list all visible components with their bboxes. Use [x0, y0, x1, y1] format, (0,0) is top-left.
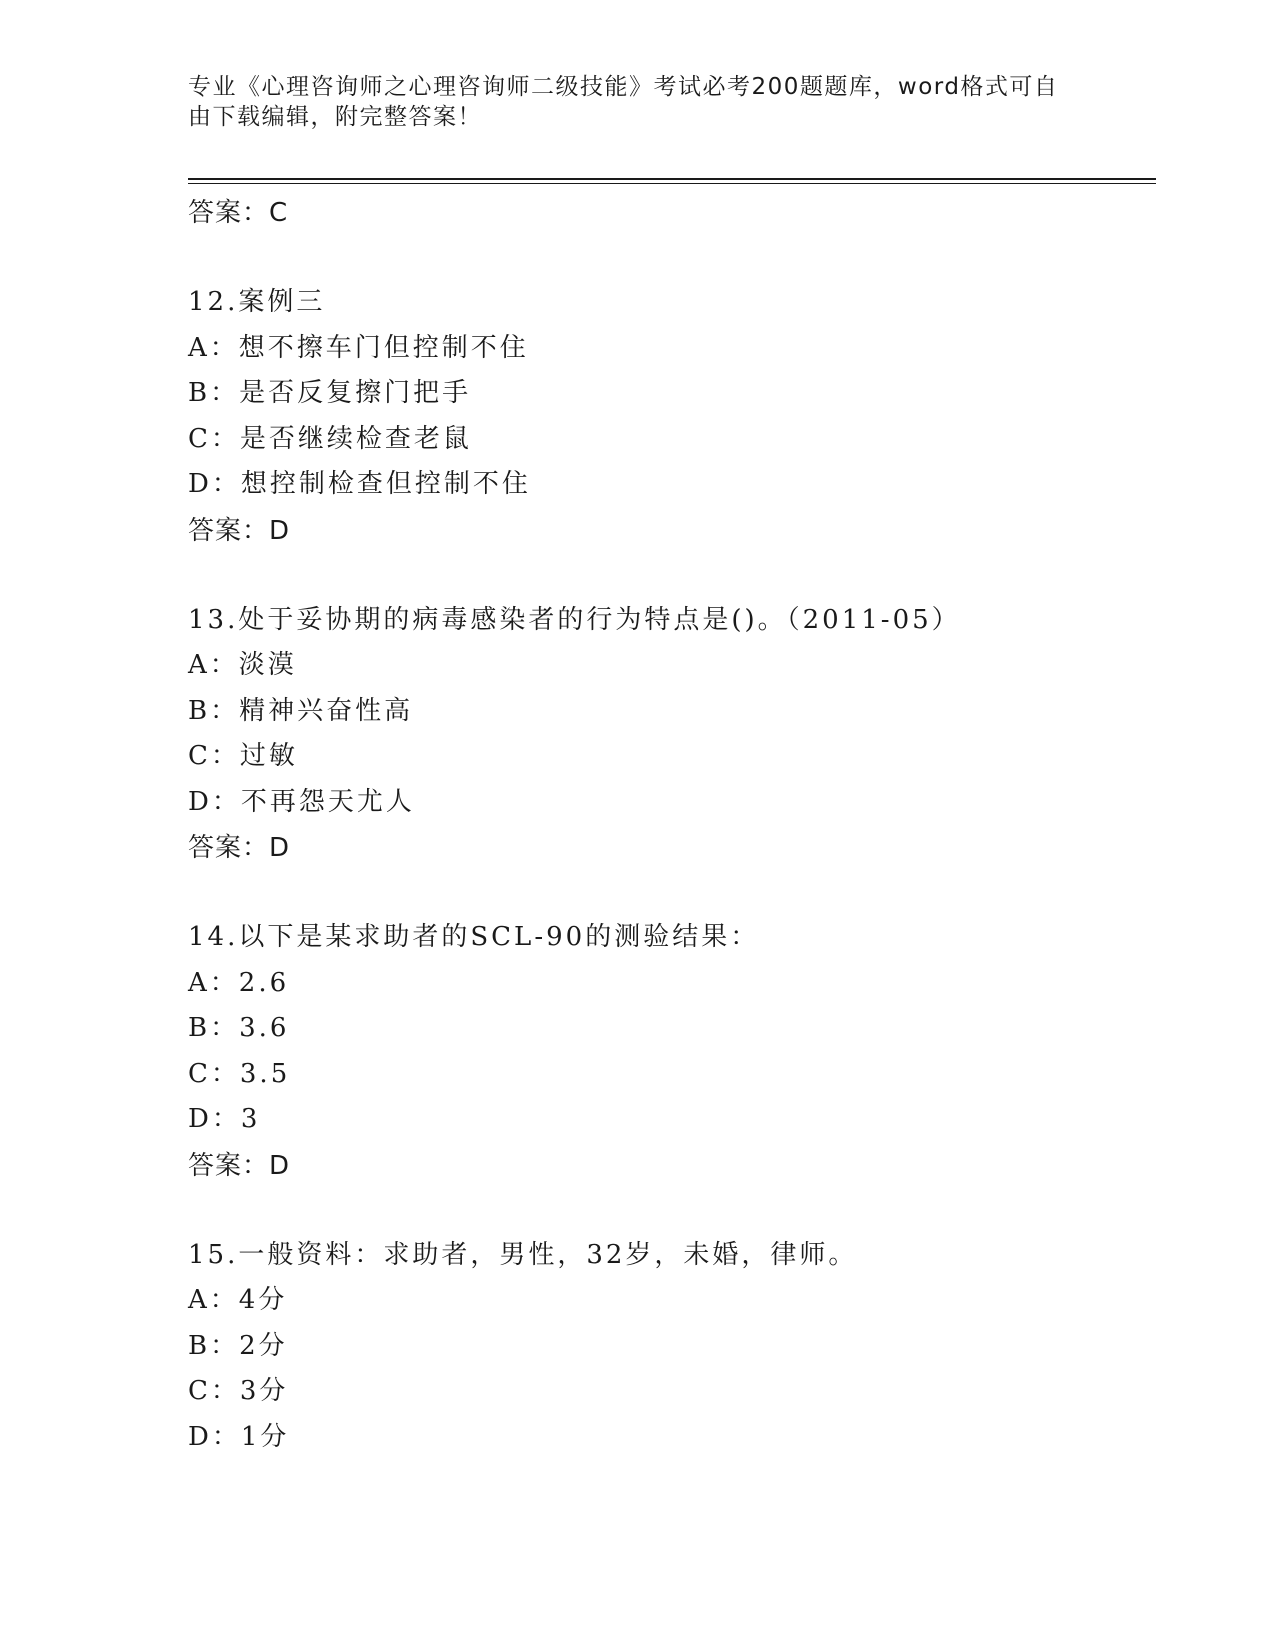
option-b: B：是否反复擦门把手 — [188, 378, 472, 408]
question-stem: 15.一般资料：求助者，男性，32岁，未婚，律师。 — [188, 1239, 858, 1270]
option-b: B：3.6 — [188, 1013, 290, 1043]
question-answer: 答案：D — [188, 515, 291, 546]
option-d: D：1分 — [188, 1421, 290, 1452]
question-stem: 13.处于妥协期的病毒感染者的行为特点是()。（2011-05） — [188, 604, 961, 635]
question-block — [188, 915, 1148, 1189]
option-b: B：精神兴奋性高 — [188, 695, 414, 726]
header-rule-thick — [188, 178, 1156, 180]
option-a: A：淡漠 — [188, 650, 297, 680]
option-d: D：不再怨天尤人 — [188, 786, 415, 817]
option-c: C：过敏 — [188, 741, 298, 771]
option-c: C：3.5 — [188, 1058, 291, 1089]
question-stem: 12.案例三 — [188, 287, 326, 317]
question-list — [188, 190, 1148, 1460]
question-block — [188, 598, 1148, 872]
option-c: C：是否继续检查老鼠 — [188, 423, 472, 454]
question-stem: 14.以下是某求助者的SCL-90的测验结果： — [188, 922, 760, 952]
option-b: B：2分 — [188, 1330, 288, 1361]
question-block — [188, 1233, 1148, 1461]
question-block — [188, 280, 1148, 554]
question-answer: 答案：D — [188, 1150, 291, 1181]
option-d: D：3 — [188, 1104, 261, 1134]
option-d: D：想控制检查但控制不住 — [188, 469, 531, 499]
header-rule-thin — [188, 183, 1156, 184]
header-line-2: 由下载编辑，附完整答案！ — [188, 104, 482, 130]
previous-answer: 答案：C — [188, 198, 289, 228]
header-line-1: 专业《心理咨询师之心理咨询师二级技能》考试必考200题题库，word格式可自 — [188, 74, 1059, 100]
document-header — [188, 72, 1068, 132]
option-a: A：想不擦车门但控制不住 — [188, 332, 529, 363]
option-c: C：3分 — [188, 1376, 289, 1406]
question-answer: 答案：D — [188, 833, 291, 863]
option-a: A：4分 — [188, 1285, 288, 1315]
option-a: A：2.6 — [188, 967, 290, 998]
